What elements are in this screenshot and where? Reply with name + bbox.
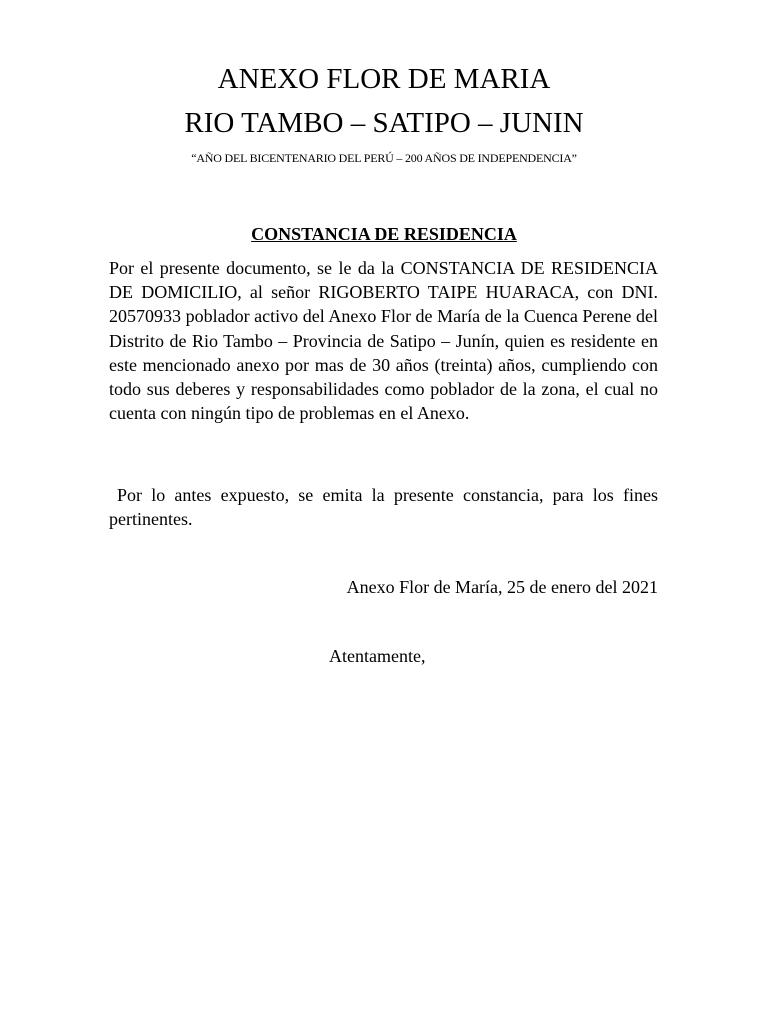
heading-organization: ANEXO FLOR DE MARIA: [217, 63, 551, 95]
year-motto: “AÑO DEL BICENTENARIO DEL PERÚ – 200 AÑOS DE INDEPENDENCIA”: [191, 151, 577, 165]
place-and-date: Anexo Flor de María, 25 de enero del 2021: [346, 577, 658, 597]
closing-salutation: Atentamente,: [329, 646, 426, 666]
body-paragraph-2: Por lo antes expuesto, se emita la presente constancia, para los fines pertinentes.: [109, 485, 658, 530]
body-paragraph-1: Por el presente documento, se le da la CONSTANCIA DE RESIDENCIA DE DOMICILIO, al señor RIGOBERTO TAIPE HUARACA, con DNI. 20570933 poblador activo del Anexo Flor de María de la Cuenca Perene del Distrito de Rio Tambo – Provincia de Satipo – Junín, quien es residente en este mencionado anexo por mas de 30 años (treinta) años, cumpliendo con todo sus deberes y responsabilidades como poblador de la zona, el cual no cuenta con ningún tipo de problemas en el Anexo.: [109, 258, 658, 424]
heading-location: RIO TAMBO – SATIPO – JUNIN: [184, 107, 584, 139]
document-title: CONSTANCIA DE RESIDENCIA: [251, 224, 517, 244]
